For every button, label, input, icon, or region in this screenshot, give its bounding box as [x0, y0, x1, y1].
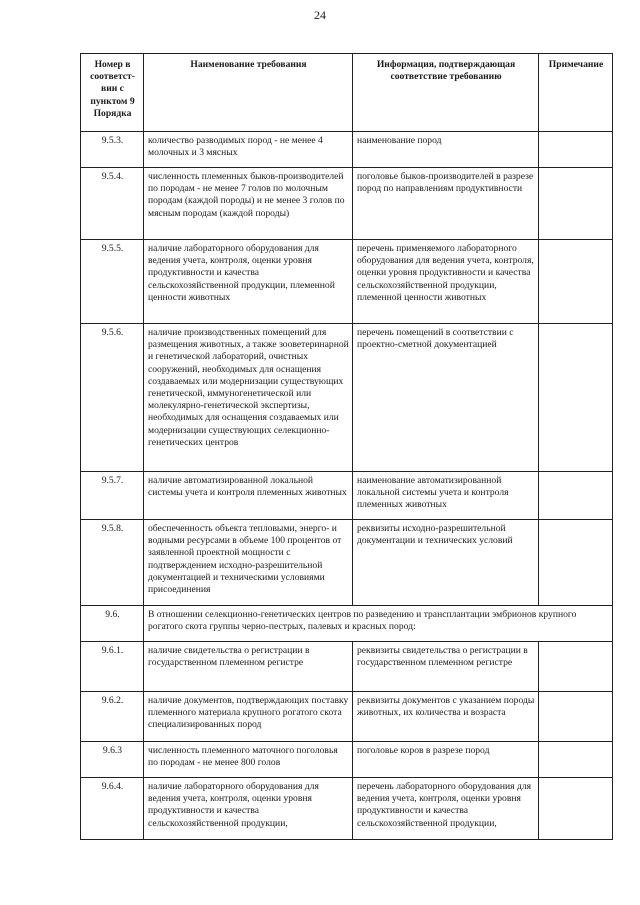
row-requirement: наличие лабораторного оборудования для ведения учета, контроля, оценки уровня продуктивности и качества сельскохозяйственной продукции, — [144, 778, 353, 840]
row-note — [539, 778, 613, 840]
table-row — [81, 132, 613, 168]
row-requirement: наличие лабораторного оборудования для ведения учета, контроля, оценки уровня продуктивности и качества сельскохозяйственной продукции, племенной ценности животных — [144, 240, 353, 324]
row-number: 9.5.5. — [81, 240, 144, 324]
row-note — [539, 324, 613, 472]
row-note — [539, 132, 613, 168]
row-number: 9.5.4. — [81, 168, 144, 240]
row-requirement: наличие автоматизированной локальной системы учета и контроля племенных животных — [144, 472, 353, 520]
row-note — [539, 692, 613, 742]
table-row — [81, 778, 613, 840]
table-row — [81, 168, 613, 240]
row-note — [539, 642, 613, 692]
page-number: 24 — [314, 8, 326, 22]
row-confirmation: перечень помещений в соответствии с проектно-сметной документацией — [353, 324, 539, 472]
row-confirmation: поголовье быков-производителей в разрезе пород по направлениям продуктивности — [353, 168, 539, 240]
row-number: 9.6.4. — [81, 778, 144, 840]
row-note — [539, 240, 613, 324]
row-confirmation: наименование пород — [353, 132, 539, 168]
header-number: Номер в соответст-вии с пунктом 9 Порядка — [81, 54, 144, 132]
row-number: 9.6.1. — [81, 642, 144, 692]
row-requirement: численность племенного маточного поголовья по породам - не менее 800 голов — [144, 742, 353, 778]
section-number: 9.6. — [81, 606, 144, 642]
row-number: 9.6.2. — [81, 692, 144, 742]
row-note — [539, 472, 613, 520]
section-row — [81, 606, 613, 642]
table-row — [81, 692, 613, 742]
row-requirement: наличие свидетельства о регистрации в государственном племенном регистре — [144, 642, 353, 692]
row-requirement: наличие производственных помещений для размещения животных, а также зооветеринарной и генетической лабораторий, очистных сооружений, необходимых для оснащения создаваемых или модернизации существующих генетической, иммуногенетической или молекулярно-генетической экспертизы, необходимых для оснащения создаваемых или модернизации существующих селекционно-генетических центров — [144, 324, 353, 472]
row-number: 9.5.6. — [81, 324, 144, 472]
row-note — [539, 742, 613, 778]
table-row — [81, 742, 613, 778]
row-confirmation: реквизиты свидетельства о регистрации в государственном племенном регистре — [353, 642, 539, 692]
header-confirmation: Информация, подтверждающая соответствие требованию — [353, 54, 539, 132]
row-note — [539, 168, 613, 240]
row-confirmation: перечень применяемого лабораторного оборудования для ведения учета, контроля, оценки уровня продуктивности и качества сельскохозяйственной продукции, племенной ценности животных — [353, 240, 539, 324]
row-number: 9.5.7. — [81, 472, 144, 520]
row-confirmation: перечень лабораторного оборудования для ведения учета, контроля, оценки уровня продуктивности и качества сельскохозяйственной продукции, — [353, 778, 539, 840]
row-requirement: численность племенных быков-производителей по породам - не менее 7 голов по молочным породам (каждой породы) и не менее 3 голов по мясным породам (каждой породы) — [144, 168, 353, 240]
header-note: Примечание — [539, 54, 613, 132]
table-row — [81, 520, 613, 606]
row-number: 9.6.3 — [81, 742, 144, 778]
requirements-table — [80, 53, 613, 840]
header-requirement: Наименование требования — [144, 54, 353, 132]
row-confirmation: реквизиты исходно-разрешительной документации и технических условий — [353, 520, 539, 606]
row-requirement: наличие документов, подтверждающих поставку племенного материала крупного рогатого скота специализированных пород — [144, 692, 353, 742]
header-row — [81, 54, 613, 132]
row-number: 9.5.3. — [81, 132, 144, 168]
row-requirement: обеспеченность объекта тепловыми, энерго- и водными ресурсами в объеме 100 процентов от заявленной проектной мощности с подтверждением исходно-разрешительной документацией и техническими условиями присоединения — [144, 520, 353, 606]
table-row — [81, 472, 613, 520]
row-number: 9.5.8. — [81, 520, 144, 606]
table-row — [81, 240, 613, 324]
row-confirmation: поголовье коров в разрезе пород — [353, 742, 539, 778]
row-confirmation: реквизиты документов с указанием породы животных, их количества и возраста — [353, 692, 539, 742]
table-row — [81, 642, 613, 692]
row-confirmation: наименование автоматизированной локальной системы учета и контроля племенных животных — [353, 472, 539, 520]
section-text: В отношении селекционно-генетических центров по разведению и трансплантации эмбрионов крупного рогатого скота группы черно-пестрых, палевых и красных пород: — [144, 606, 613, 642]
row-requirement: количество разводимых пород - не менее 4 молочных и 3 мясных — [144, 132, 353, 168]
row-note — [539, 520, 613, 606]
table-row — [81, 324, 613, 472]
